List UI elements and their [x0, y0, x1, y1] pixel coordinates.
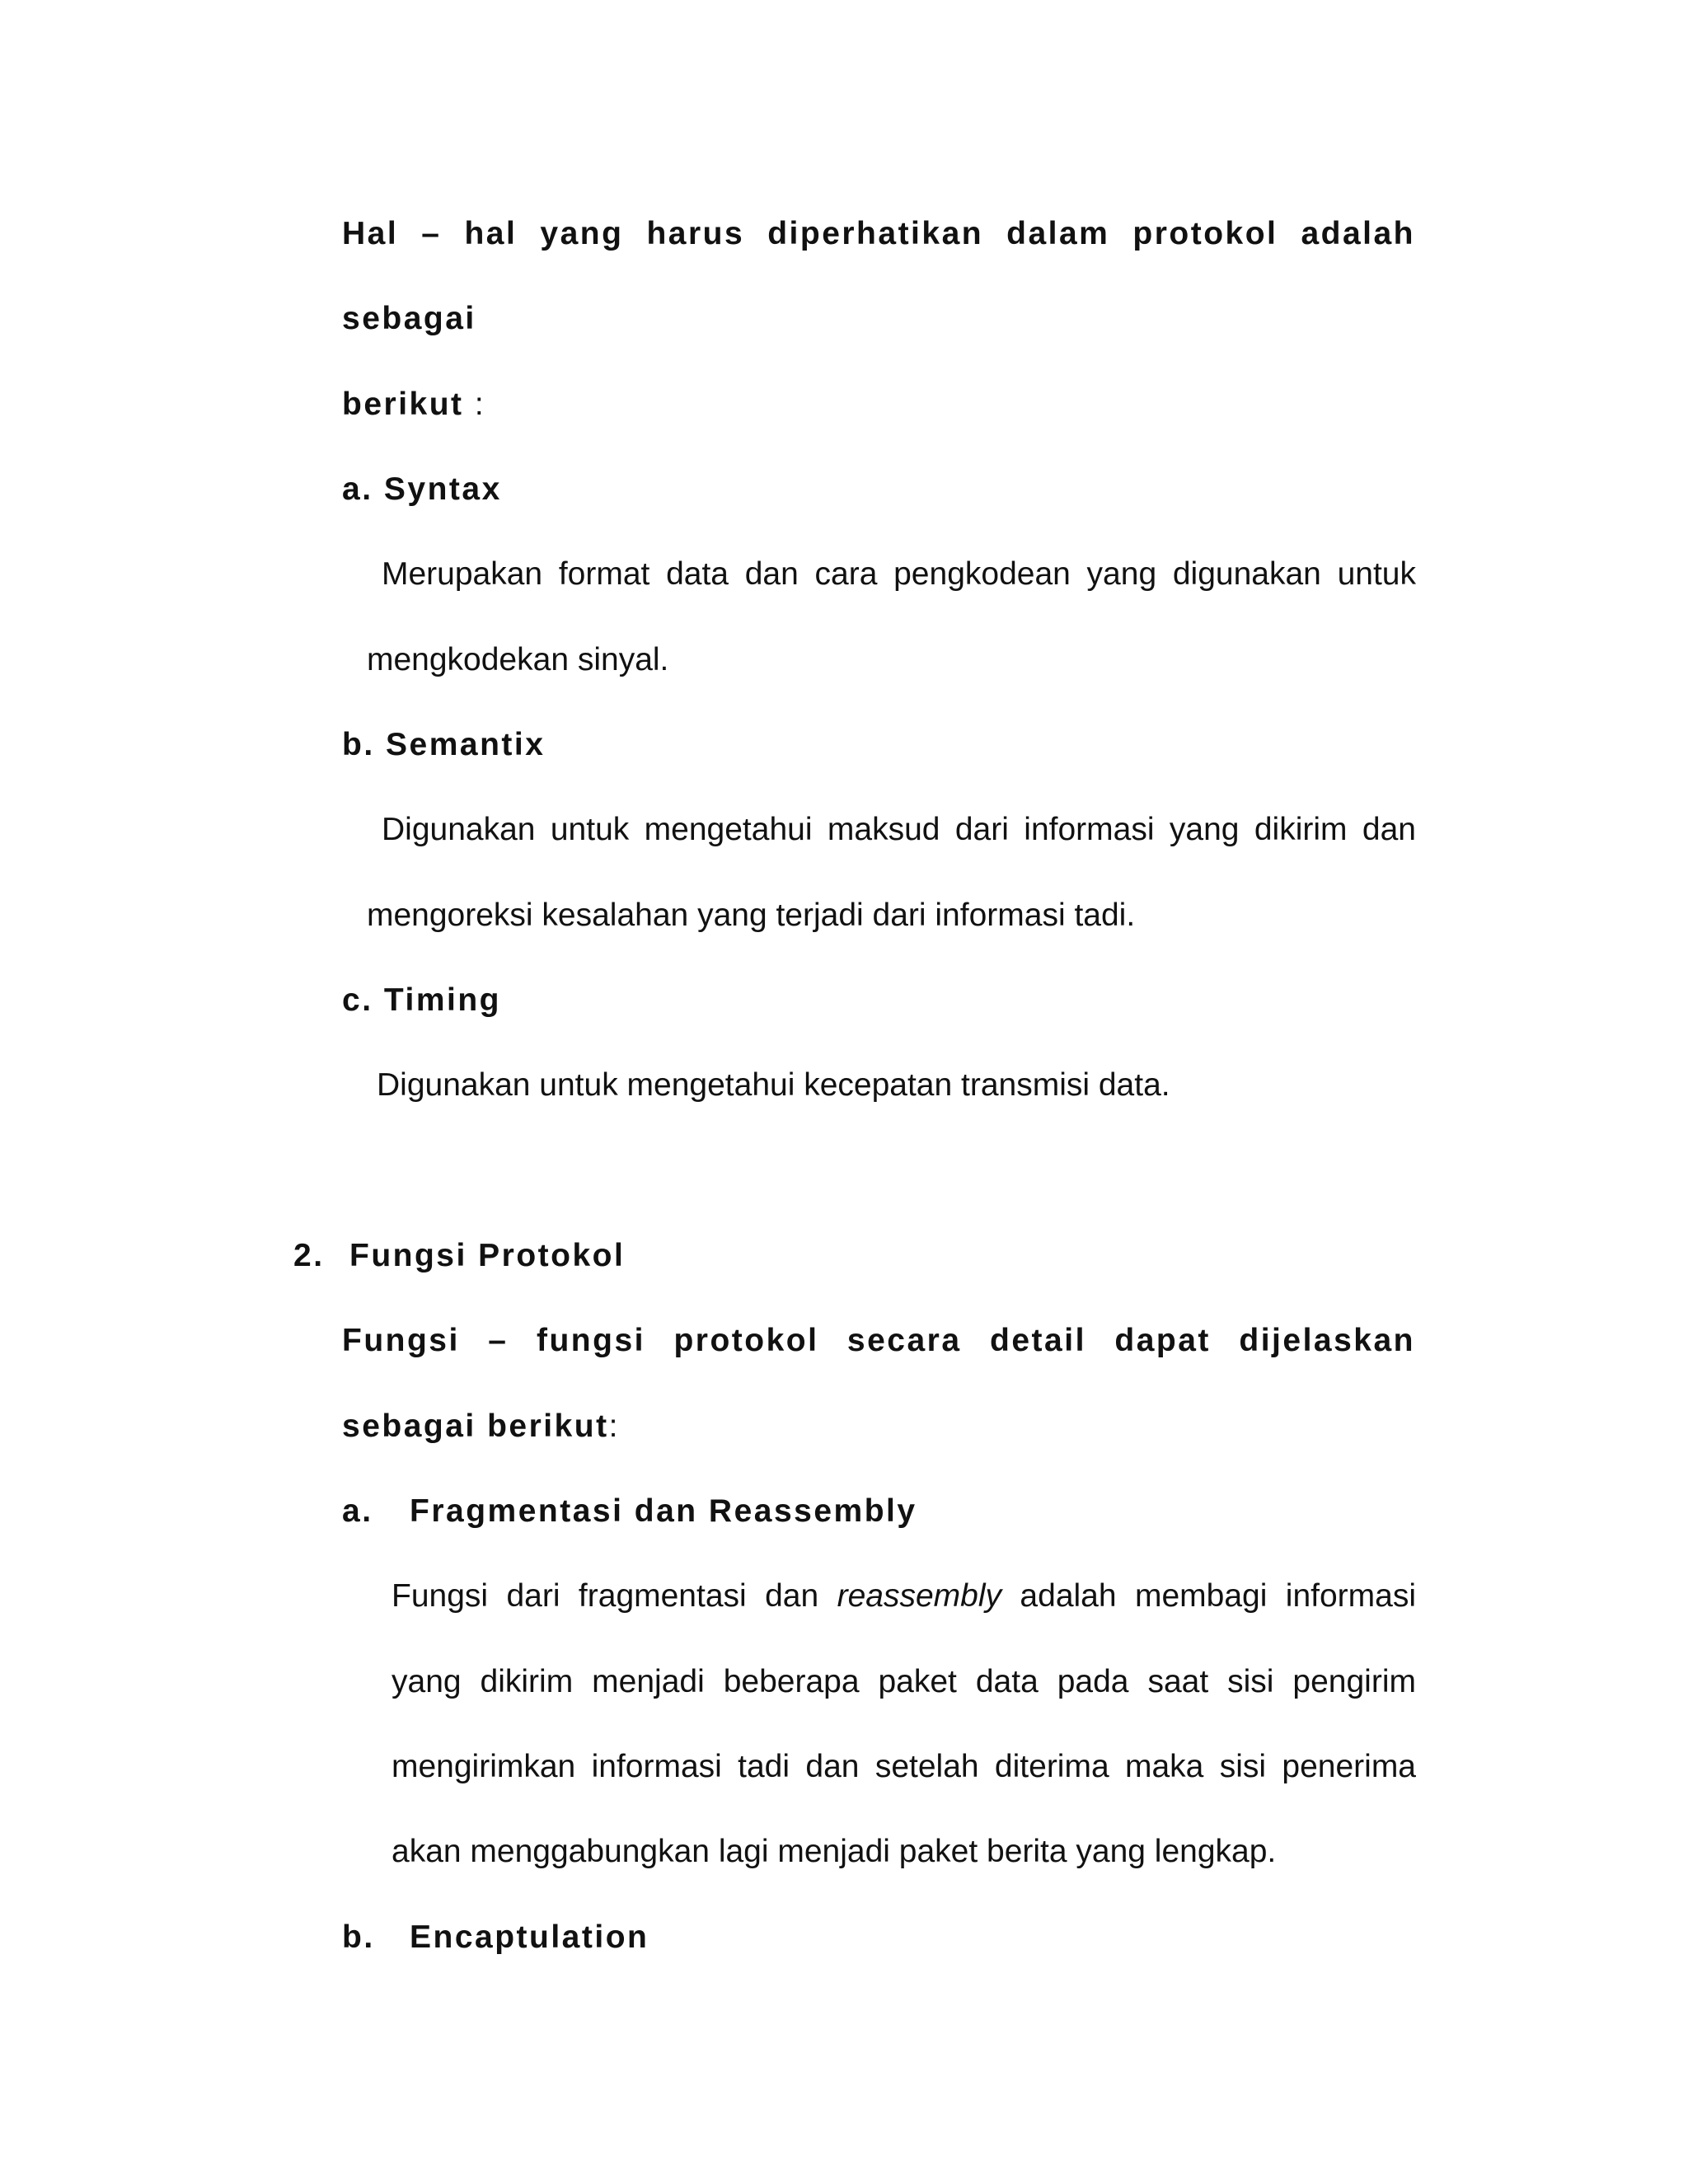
fragmentasi-desc-line-1-pre: Fungsi dari fragmentasi dan	[392, 1578, 837, 1614]
intro-line-3-text: berikut	[342, 387, 464, 422]
syntax-desc-line-2: mengkodekan sinyal.	[367, 642, 669, 677]
section-2-intro-line-2	[342, 1410, 620, 1442]
intro-line-2: sebagai	[342, 301, 476, 336]
fragmentasi-marker: a.	[342, 1493, 373, 1529]
intro-line-3	[342, 388, 485, 420]
fragmentasi-desc-line-3: mengirimkan informasi tadi dan setelah diterima maka sisi penerima	[392, 1749, 1416, 1784]
encaptulation-heading: Encaptulation	[410, 1919, 649, 1955]
section-2-title: Fungsi Protokol	[349, 1238, 626, 1273]
intro-line-1: Hal – hal yang harus diperhatikan dalam protokol adalah	[342, 216, 1415, 251]
timing-desc-line-1: Digunakan untuk mengetahui kecepatan transmisi data.	[377, 1067, 1170, 1103]
reassembly-italic-term: reassembly	[837, 1578, 1002, 1614]
section-2-intro-colon: :	[608, 1408, 620, 1444]
syntax-desc-line-1: Merupakan format data dan cara pengkodean yang digunakan untuk	[382, 556, 1416, 592]
section-2-number: 2.	[293, 1238, 325, 1273]
fragmentasi-heading: Fragmentasi dan Reassembly	[410, 1493, 917, 1529]
section-2-intro-line-2-text: sebagai berikut	[342, 1408, 609, 1444]
fragmentasi-desc-line-1	[392, 1580, 1416, 1612]
encaptulation-marker: b.	[342, 1919, 375, 1955]
fragmentasi-desc-line-4: akan menggabungkan lagi menjadi paket berita yang lengkap.	[392, 1834, 1277, 1869]
semantix-desc-line-2: mengoreksi kesalahan yang terjadi dari informasi tadi.	[367, 898, 1136, 933]
fragmentasi-desc-line-1-post: adalah membagi informasi	[1001, 1578, 1416, 1614]
fragmentasi-desc-line-2: yang dikirim menjadi beberapa paket data pada saat sisi pengirim	[392, 1664, 1416, 1699]
timing-heading: c. Timing	[342, 982, 501, 1018]
semantix-heading: b. Semantix	[342, 727, 546, 762]
intro-colon: :	[463, 387, 486, 422]
semantix-desc-line-1: Digunakan untuk mengetahui maksud dari informasi yang dikirim dan	[382, 812, 1416, 847]
section-2-intro-line-1: Fungsi – fungsi protokol secara detail dapat dijelaskan	[342, 1323, 1415, 1358]
syntax-heading: a. Syntax	[342, 471, 502, 507]
